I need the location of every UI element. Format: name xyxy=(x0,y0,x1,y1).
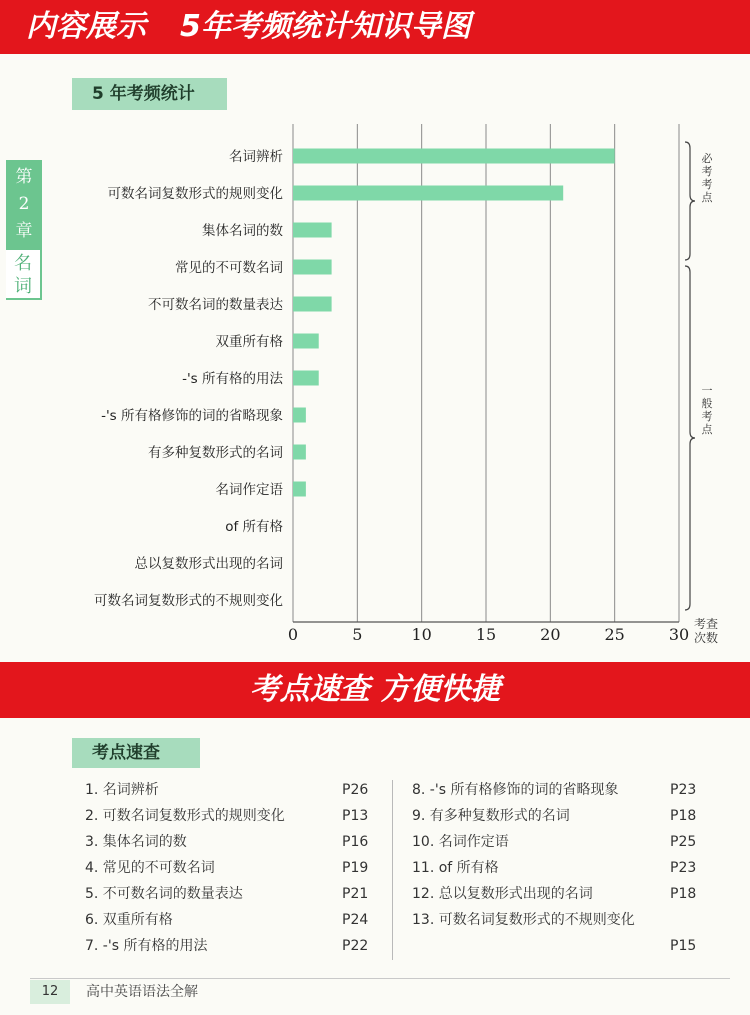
topic-label: 6. 双重所有格 xyxy=(85,912,173,928)
category-label: 集体名词的数 xyxy=(202,223,283,239)
bar xyxy=(293,149,615,164)
x-tick-label: 20 xyxy=(540,625,561,644)
middle-banner xyxy=(0,662,750,718)
topic-label: 1. 名词辨析 xyxy=(85,782,159,798)
x-axis-label-line2: 次数 xyxy=(694,631,719,645)
top-banner xyxy=(0,0,750,54)
x-tick-label: 0 xyxy=(287,625,299,644)
page-reference: P26 xyxy=(342,782,369,798)
page-reference: P16 xyxy=(342,834,369,850)
bar xyxy=(293,445,306,460)
banner-title-part1: 内容展示 xyxy=(26,9,146,44)
chapter-char-2: 2 xyxy=(18,194,30,214)
category-label: -'s 所有格的用法 xyxy=(182,371,283,387)
category-label: 不可数名词的数量表达 xyxy=(148,297,283,313)
bar xyxy=(293,297,332,312)
bar xyxy=(293,260,332,275)
x-axis-label xyxy=(694,617,718,645)
chapter-char-3: 章 xyxy=(15,221,33,241)
category-label: 名词辨析 xyxy=(229,149,283,165)
page-reference: P13 xyxy=(342,808,369,824)
brace-label-general: 一般考点 xyxy=(701,384,713,436)
chapter-char-5: 词 xyxy=(14,276,32,297)
brace-general xyxy=(685,266,695,610)
page-reference: P22 xyxy=(342,938,369,954)
topic-label: 12. 总以复数形式出现的名词 xyxy=(412,886,593,902)
banner-title-part2: 5年考频统计知识导图 xyxy=(180,9,471,44)
footer-rule xyxy=(30,978,730,979)
book-title: 高中英语语法全解 xyxy=(86,984,198,1000)
category-label: 常见的不可数名词 xyxy=(175,260,283,276)
bar xyxy=(293,186,563,201)
category-label: 可数名词复数形式的不规则变化 xyxy=(94,593,283,609)
bar xyxy=(293,482,306,497)
middle-banner-text: 考点速查 方便快捷 xyxy=(249,672,501,707)
category-label: -'s 所有格修饰的词的省略现象 xyxy=(101,408,283,424)
stats-section-title: 5 年考频统计 xyxy=(72,78,227,110)
chapter-char-4: 名 xyxy=(14,253,32,274)
brace-label-required: 必考考点 xyxy=(701,152,713,204)
page-reference: P15 xyxy=(670,938,697,954)
topic-label: 5. 不可数名词的数量表达 xyxy=(85,886,243,902)
topic-label: 11. of 所有格 xyxy=(412,860,499,876)
topic-label: 9. 有多种复数形式的名词 xyxy=(412,808,570,824)
bar xyxy=(293,334,319,349)
column-divider xyxy=(392,780,393,960)
topic-label: 7. -'s 所有格的用法 xyxy=(85,938,208,954)
topic-label: 10. 名词作定语 xyxy=(412,834,509,850)
category-label: of 所有格 xyxy=(225,519,283,535)
topic-label: 13. 可数名词复数形式的不规则变化 xyxy=(412,912,635,928)
topic-label: 3. 集体名词的数 xyxy=(85,834,187,850)
bar xyxy=(293,371,319,386)
chapter-char-1: 第 xyxy=(15,167,33,187)
x-tick-label: 30 xyxy=(668,625,690,644)
x-tick-label: 25 xyxy=(604,625,625,644)
topic-label: 8. -'s 所有格修饰的词的省略现象 xyxy=(412,782,619,798)
brace-required xyxy=(685,142,695,260)
x-tick-label: 15 xyxy=(475,625,497,644)
page-reference: P18 xyxy=(670,886,697,902)
page-reference: P25 xyxy=(670,834,697,850)
category-label: 有多种复数形式的名词 xyxy=(148,445,283,461)
page-reference: P24 xyxy=(342,912,369,928)
page-reference: P23 xyxy=(670,860,697,876)
page-number: 12 xyxy=(30,980,70,1004)
topic-label: 2. 可数名词复数形式的规则变化 xyxy=(85,808,285,824)
frequency-bar-chart xyxy=(0,54,750,662)
category-label: 双重所有格 xyxy=(215,334,283,350)
category-label: 总以复数形式出现的名词 xyxy=(134,556,283,572)
bar xyxy=(293,408,306,423)
category-label: 可数名词复数形式的规则变化 xyxy=(107,186,283,202)
page-reference: P23 xyxy=(670,782,697,798)
page-reference: P18 xyxy=(670,808,697,824)
bar xyxy=(293,223,332,238)
x-tick-label: 10 xyxy=(411,625,432,644)
topic-label: 4. 常见的不可数名词 xyxy=(85,860,215,876)
category-label: 名词作定语 xyxy=(215,482,283,498)
page-reference: P19 xyxy=(342,860,369,876)
x-axis-label-line1: 考查 xyxy=(694,617,719,631)
quick-section-title: 考点速查 xyxy=(72,738,200,768)
x-tick-label: 5 xyxy=(352,625,363,644)
page-reference: P21 xyxy=(342,886,369,902)
